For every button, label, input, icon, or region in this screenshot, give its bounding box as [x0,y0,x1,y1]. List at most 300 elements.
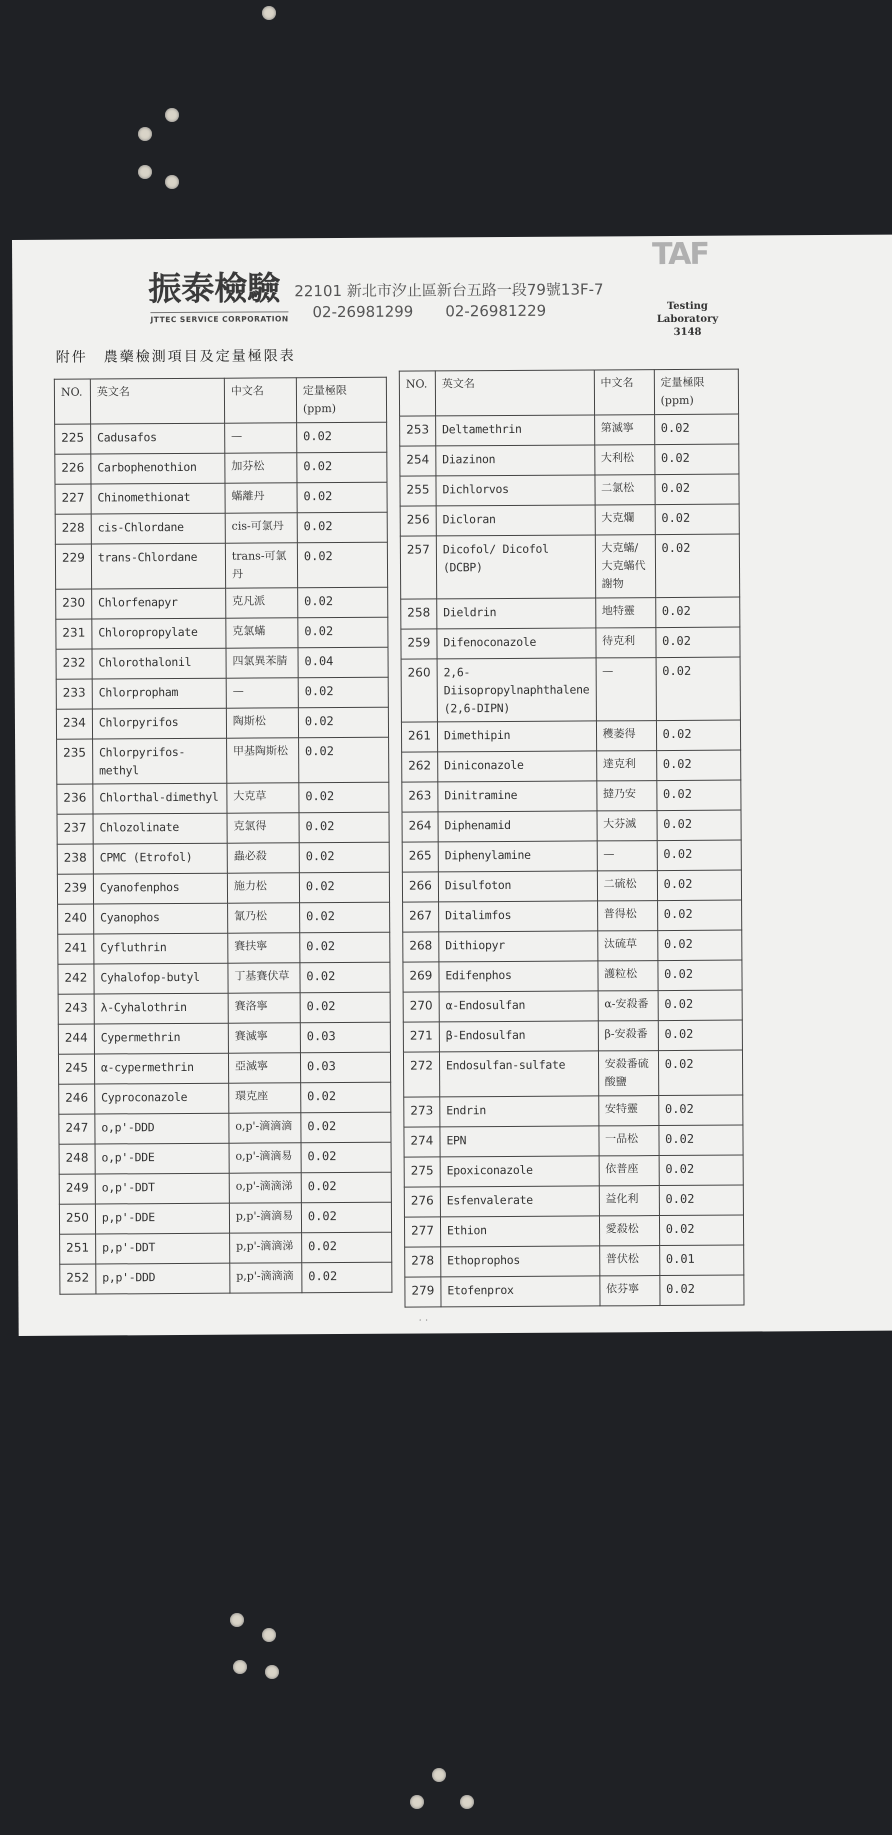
row-number: 242 [58,964,94,994]
english-name: Cyhalofop-butyl [94,963,228,994]
quantitation-limit: 0.02 [298,587,388,618]
quantitation-limit: 0.02 [299,902,389,933]
english-name: Diniconazole [438,751,597,782]
chinese-name: — [225,423,297,453]
table-row [402,840,741,872]
row-number: 257 [400,536,436,599]
chinese-name: 甲基陶斯松 [226,738,298,783]
row-number: 226 [55,454,91,484]
company-logo: 振泰檢驗 [148,268,281,309]
table-row [58,902,390,934]
chinese-name: 第滅寧 [594,415,654,445]
english-name: Edifenphos [439,961,598,992]
english-name: Cyfluthrin [94,933,228,964]
chinese-name: 蟲必殺 [227,843,299,873]
table-row [401,720,740,752]
row-number: 240 [58,904,94,934]
english-name: Cyanophos [93,903,227,934]
row-number: 246 [59,1084,95,1114]
english-name: Deltamethrin [435,415,594,446]
fax: 02-26981229 [445,301,547,321]
chinese-name: — [597,841,657,871]
english-name: Dicloran [436,505,595,536]
english-name: Ditalimfos [438,901,597,932]
english-name: α-Endosulfan [439,991,598,1022]
row-number: 263 [402,782,438,812]
lab-label: Testing Laboratory [656,300,719,326]
english-name: Chloropropylate [92,618,226,649]
chinese-name: o,p'-滴滴涕 [229,1173,301,1203]
table-row [402,780,741,812]
chinese-name: 依普座 [599,1156,659,1186]
hole [230,1613,244,1627]
attachment-label: 附件 [55,349,88,366]
english-name: Diazinon [436,445,595,476]
row-number: 268 [403,932,439,962]
quantitation-limit: 0.02 [301,1112,391,1143]
english-name: Difenoconazole [437,628,596,659]
row-number: 236 [57,784,93,814]
table-row [56,587,388,619]
limit-label: 定量極限 [302,383,347,398]
chinese-name: 二硫松 [597,871,657,901]
unit-label: (ppm) [302,402,337,416]
english-name: o,p'-DDE [95,1143,229,1174]
row-number: 262 [402,752,438,782]
quantitation-limit: 0.02 [657,930,742,961]
chinese-name: 益化利 [599,1186,659,1216]
pesticide-table-left [54,377,393,1295]
english-name: Dichlorvos [436,475,595,506]
english-name: Chinomethionat [91,483,225,514]
english-name: Carbophenothion [91,453,225,484]
quantitation-limit: 0.02 [657,900,742,931]
table-row [402,750,741,782]
table-row [56,707,388,739]
row-number: 256 [400,506,436,536]
quantitation-limit: 0.02 [656,627,741,658]
quantitation-limit: 0.02 [657,810,742,841]
quantitation-limit: 0.02 [302,1262,392,1293]
row-number: 244 [58,1024,94,1054]
row-number: 253 [400,416,436,446]
chinese-name: β-安殺番 [598,1021,658,1051]
row-number: 239 [57,874,93,904]
table-row [58,962,390,994]
row-number: 245 [58,1054,94,1084]
english-name: Dicofol/ Dicofol (DCBP) [436,535,595,599]
chinese-name: α-安殺番 [598,991,658,1021]
row-number: 233 [56,679,92,709]
table-row [401,597,740,629]
hole [165,175,179,189]
col-limit [296,377,386,423]
english-name: o,p'-DDD [95,1113,229,1144]
table-row [404,1155,743,1187]
english-name: Esfenvalerate [440,1186,599,1217]
table-row [55,512,387,544]
quantitation-limit: 0.02 [298,677,388,708]
quantitation-limit: 0.02 [301,1232,391,1263]
row-number: 225 [55,424,91,454]
table-row [55,422,387,454]
quantitation-limit: 0.02 [658,960,743,991]
row-number: 275 [404,1157,440,1187]
quantitation-limit: 0.02 [657,870,742,901]
quantitation-limit: 0.02 [658,1020,743,1051]
chinese-name: 賽洛寧 [228,993,300,1023]
quantitation-limit: 0.02 [301,1082,391,1113]
english-name: trans-Chlordane [91,543,225,589]
table-row [403,1020,742,1052]
english-name: Chlorpyrifos-methyl [92,738,226,784]
hole [262,1628,276,1642]
row-number: 260 [401,659,437,722]
limit-label: 定量極限 [660,375,705,390]
row-number: 235 [57,739,93,784]
english-name: o,p'-DDT [95,1173,229,1204]
chinese-name: 達克利 [596,751,656,781]
table-row [59,1142,391,1174]
chinese-name: cis-可氯丹 [225,513,297,543]
phone: 02-26981299 [312,302,414,322]
row-number: 230 [56,589,92,619]
english-name: cis-Chlordane [91,513,225,544]
pesticide-table-right [399,369,745,1308]
quantitation-limit: 0.02 [659,1185,744,1216]
english-name: Cadusafos [91,423,225,454]
table-row [403,1050,742,1097]
chinese-name: 陶斯松 [226,708,298,738]
table-row [400,444,739,476]
hole [233,1660,247,1674]
table-row [56,647,388,679]
quantitation-limit: 0.02 [655,534,740,598]
col-no: NO. [54,379,90,424]
quantitation-limit: 0.01 [659,1245,744,1276]
english-name: Chlozolinate [93,813,227,844]
english-name: Endrin [440,1096,599,1127]
col-chinese: 中文名 [224,378,296,423]
table-row [57,842,389,874]
table-row [404,1215,743,1247]
row-number: 247 [59,1114,95,1144]
table-row [400,474,739,506]
col-english: 英文名 [435,370,594,416]
lab-accreditation [637,300,737,340]
table-row [402,870,741,902]
quantitation-limit: 0.03 [300,1052,390,1083]
english-name: Cyproconazole [95,1083,229,1114]
table-row [59,1202,391,1234]
english-name: β-Endosulfan [439,1021,598,1052]
chinese-name: 大克草 [227,783,299,813]
document-title [56,345,312,367]
document-page [12,235,892,1336]
table-row [56,617,388,649]
quantitation-limit: 0.02 [654,444,739,475]
chinese-name: o,p'-滴滴易 [229,1143,301,1173]
quantitation-limit: 0.02 [659,1125,744,1156]
table-row [401,657,740,722]
row-number: 228 [55,514,91,544]
chinese-name: p,p'-滴滴易 [229,1203,301,1233]
quantitation-limit: 0.02 [297,452,387,483]
chinese-name: 護粒松 [598,961,658,991]
chinese-name: 汰硫草 [597,931,657,961]
row-number: 279 [405,1277,441,1307]
quantitation-limit: 0.02 [655,474,740,505]
quantitation-limit: 0.02 [654,414,739,445]
chinese-name: 蟎離丹 [225,483,297,513]
row-number: 269 [403,962,439,992]
table-row [404,1095,743,1127]
hole [138,127,152,141]
table-row [403,930,742,962]
table-row [404,1185,743,1217]
chinese-name: 丁基賽伏草 [228,963,300,993]
english-name: Chlorthal-dimethyl [93,783,227,814]
table-row [55,542,387,589]
chinese-name: 大利松 [594,445,654,475]
col-english: 英文名 [90,378,224,424]
quantitation-limit: 0.04 [298,647,388,678]
chinese-name: 克氯得 [227,813,299,843]
quantitation-limit: 0.02 [659,1155,744,1186]
page-marker: · · [418,1315,429,1327]
table-row [58,1052,390,1084]
table-row [55,482,387,514]
quantitation-limit: 0.02 [298,617,388,648]
quantitation-limit: 0.02 [659,1215,744,1246]
row-number: 248 [59,1144,95,1174]
english-name: Etofenprox [441,1276,600,1307]
chinese-name: 待克利 [596,628,656,658]
row-number: 259 [401,629,437,659]
chinese-name: 亞滅寧 [228,1053,300,1083]
row-number: 267 [403,902,439,932]
quantitation-limit: 0.02 [299,842,389,873]
quantitation-limit: 0.02 [299,782,389,813]
quantitation-limit: 0.02 [658,1095,743,1126]
company-address: 22101 新北市汐止區新台五路一段79號13F-7 [294,280,604,301]
row-number: 251 [60,1234,96,1264]
row-number: 266 [402,872,438,902]
row-number: 272 [403,1052,439,1097]
hole [265,1665,279,1679]
chinese-name: — [226,678,298,708]
chinese-name: — [596,658,656,721]
col-limit [654,369,739,415]
chinese-name: 氰乃松 [227,903,299,933]
table-row [59,1172,391,1204]
chinese-name: 穫萎得 [596,721,656,751]
english-name: Epoxiconazole [440,1156,599,1187]
chinese-name: 撻乃安 [596,781,656,811]
quantitation-limit: 0.02 [656,780,741,811]
chinese-name: 安特靈 [598,1096,658,1126]
quantitation-limit: 0.02 [655,597,740,628]
english-name: Dieldrin [437,598,596,629]
quantitation-limit: 0.02 [297,482,387,513]
chinese-name: p,p'-滴滴涕 [229,1233,301,1263]
hole [410,1795,424,1809]
chinese-name: 大克爛 [595,505,655,535]
quantitation-limit: 0.02 [301,1202,391,1233]
row-number: 254 [400,446,436,476]
row-number: 261 [401,722,437,752]
row-number: 249 [59,1174,95,1204]
chinese-name: 地特靈 [595,598,655,628]
lab-number: 3148 [673,326,702,338]
row-number: 273 [404,1097,440,1127]
quantitation-limit: 0.02 [298,707,388,738]
table-row [58,1022,390,1054]
table-row [57,812,389,844]
table-row [402,810,741,842]
hole [432,1768,446,1782]
english-name: CPMC (Etrofol) [93,843,227,874]
chinese-name: 普伏松 [599,1246,659,1276]
company-phones [312,302,578,322]
table-row [59,1082,391,1114]
chinese-name: 賽滅寧 [228,1023,300,1053]
quantitation-limit: 0.02 [301,1172,391,1203]
english-name: Ethion [440,1216,599,1247]
chinese-name: 加芬松 [225,453,297,483]
company-name-en: JTTEC SERVICE CORPORATION [150,311,288,324]
english-name: Ethoprophos [441,1246,600,1277]
english-name: p,p'-DDD [96,1263,230,1294]
english-name: p,p'-DDT [95,1233,229,1264]
english-name: 2,6-Diisopropylnaphthalene (2,6-DIPN) [437,658,596,722]
chinese-name: 施力松 [227,873,299,903]
english-name: Dinitramine [438,781,597,812]
row-number: 276 [404,1187,440,1217]
row-number: 243 [58,994,94,1024]
table-row [59,1112,391,1144]
quantitation-limit: 0.02 [297,512,387,543]
row-number: 277 [404,1217,440,1247]
table-row [60,1262,392,1294]
english-name: Chlorpropham [92,678,226,709]
hole [262,6,276,20]
hole [460,1795,474,1809]
row-number: 234 [56,709,92,739]
chinese-name: 普得松 [597,901,657,931]
quantitation-limit: 0.02 [299,812,389,843]
english-name: Cypermethrin [94,1023,228,1054]
quantitation-limit: 0.02 [298,737,388,783]
english-name: Endosulfan-sulfate [439,1051,598,1097]
quantitation-limit: 0.02 [297,422,387,453]
row-number: 231 [56,619,92,649]
row-number: 258 [401,599,437,629]
row-number: 238 [57,844,93,874]
row-number: 274 [404,1127,440,1157]
table-row [400,534,739,599]
quantitation-limit: 0.02 [300,932,390,963]
english-name: Disulfoton [438,871,597,902]
row-number: 255 [400,476,436,506]
chinese-name: p,p'-滴滴滴 [230,1263,302,1293]
row-number: 264 [402,812,438,842]
hole [138,165,152,179]
quantitation-limit: 0.02 [656,750,741,781]
english-name: Diphenamid [438,811,597,842]
taf-logo: TAF [651,236,709,273]
row-number: 227 [55,484,91,514]
quantitation-limit: 0.03 [300,1022,390,1053]
table-row [404,1125,743,1157]
chinese-name: 大克蟎/大克蟎代謝物 [595,535,655,598]
row-number: 278 [405,1247,441,1277]
row-number: 241 [58,934,94,964]
quantitation-limit: 0.02 [300,962,390,993]
english-name: Cyanofenphos [93,873,227,904]
chinese-name: 二氯松 [595,475,655,505]
chinese-name: 環克座 [229,1083,301,1113]
table-header [54,377,386,424]
table-row [57,737,389,784]
row-number: 232 [56,649,92,679]
table-row [58,992,390,1024]
english-name: Chlorothalonil [92,648,226,679]
col-no: NO. [399,371,435,416]
chinese-name: 愛殺松 [599,1216,659,1246]
table-row [403,900,742,932]
quantitation-limit: 0.02 [658,1050,743,1096]
chinese-name: 四氯異苯腈 [226,648,298,678]
english-name: α-cypermethrin [94,1053,228,1084]
title-text: 農藥檢測項目及定量極限表 [103,348,296,366]
quantitation-limit: 0.02 [300,992,390,1023]
row-number: 270 [403,992,439,1022]
table-row [57,872,389,904]
table-row [403,990,742,1022]
table-row [400,504,739,536]
quantitation-limit: 0.02 [656,657,741,721]
unit-label: (ppm) [660,393,694,408]
chinese-name: trans-可氯丹 [225,543,297,588]
row-number: 265 [402,842,438,872]
col-chinese: 中文名 [594,370,654,415]
english-name: Chlorpyrifos [92,708,226,739]
table-row [401,627,740,659]
quantitation-limit: 0.02 [658,990,743,1021]
row-number: 237 [57,814,93,844]
quantitation-limit: 0.02 [299,872,389,903]
table-header [399,369,738,416]
english-name: λ-Cyhalothrin [94,993,228,1024]
chinese-name: 克凡派 [226,588,298,618]
chinese-name: o,p'-滴滴滴 [229,1113,301,1143]
table-row [403,960,742,992]
chinese-name: 安殺番硫酸鹽 [598,1051,658,1096]
table-row [55,452,387,484]
table-row [60,1232,392,1264]
table-row [405,1245,744,1277]
english-name: Chlorfenapyr [92,588,226,619]
chinese-name: 一品松 [599,1126,659,1156]
quantitation-limit: 0.02 [656,720,741,751]
table-row [56,677,388,709]
row-number: 252 [60,1264,96,1294]
row-number: 229 [55,544,91,589]
english-name: Dithiopyr [439,931,598,962]
hole [165,108,179,122]
table-row [400,414,739,446]
